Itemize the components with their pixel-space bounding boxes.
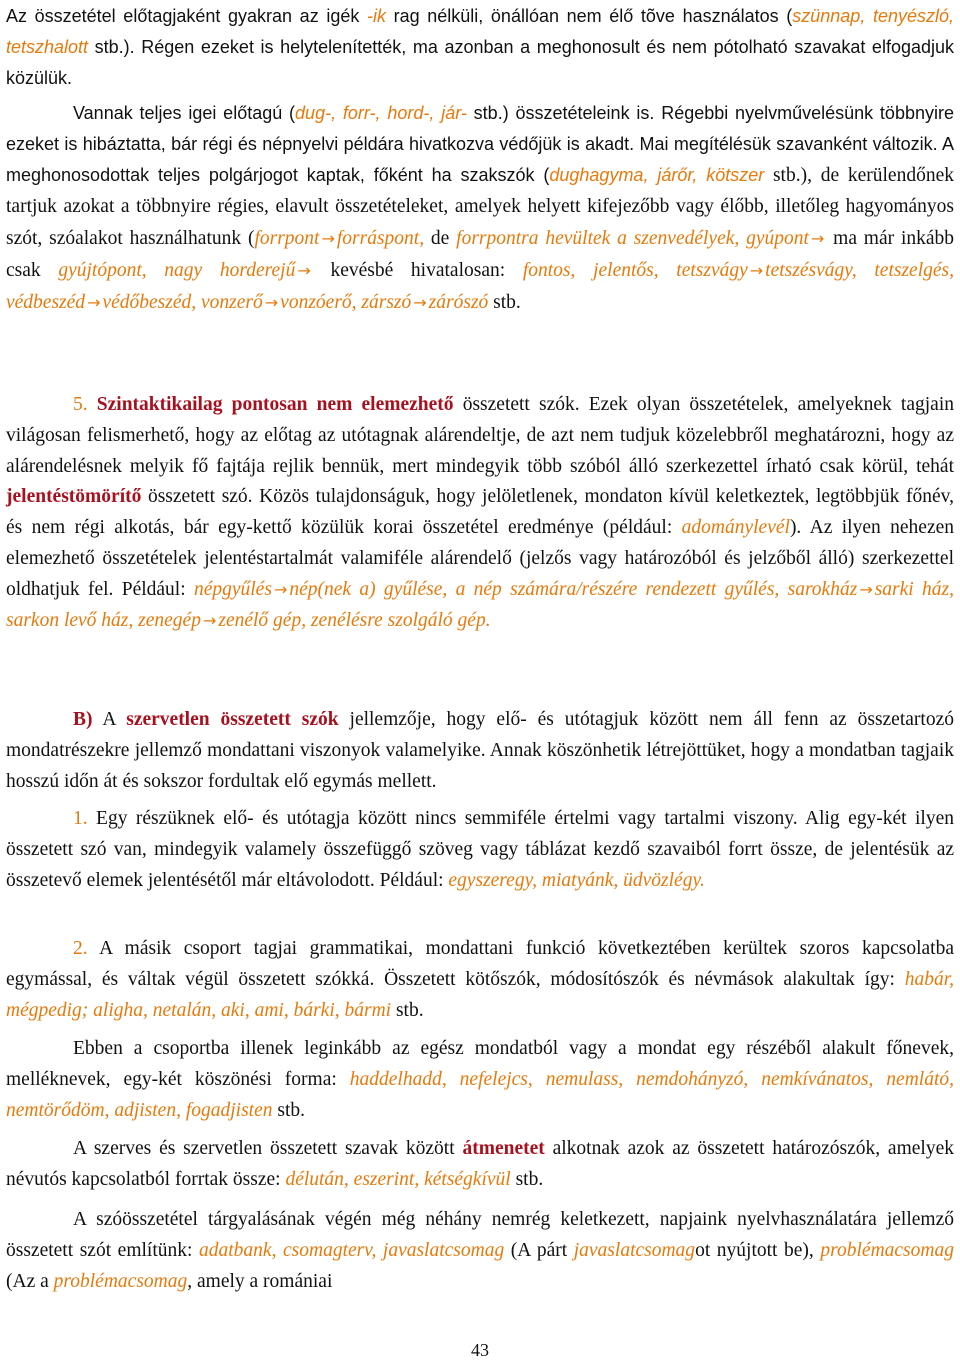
item-number: 2. (73, 938, 88, 959)
arrow-icon: → (273, 579, 288, 599)
arrow-icon: → (87, 292, 101, 312)
paragraph-new-compounds: A szóösszetétel tárgyalásának végén még néhány nemrég keletkezett, napjaink nyelvhasználatára jellemző összetett szót említünk: adatbank, csomagterv, javaslatcsomag (A párt javaslatcsomagot nyújtott be), problémacsomag (Az a problémacsomag, amely a romániai (6, 1209, 954, 1292)
arrow-icon: → (202, 610, 217, 630)
paragraph-ik-stems: Az összetétel előtagjaként gyakran az igék -ik rag nélküli, önállóan nem élő tõve használatos (szünnap, tenyészló, tetszhalott stb.). Régen ezeket is helytelenítették, ma azonban a meghonosult és nem pótolható szavakat elfogadjuk közülük. (6, 6, 954, 88)
arrow-icon: → (749, 260, 764, 280)
page-number: 43 (471, 1340, 489, 1360)
arrow-icon: → (810, 229, 825, 249)
section-letter: B) (73, 709, 93, 730)
arrow-icon: → (297, 260, 311, 280)
paragraph-section-b: B) A szervetlen összetett szók jellemzője, hogy elő- és utótagjuk között nem áll fenn az összetartozó mondatrészekre jellemző mondattani viszonyok valamelyike. Annak köszönhetik létrejöttüket, hogy a mondatban tagjaik hosszú időn át és sokszor fordultak elő egymás mellett. (6, 709, 954, 792)
arrow-icon: → (413, 292, 427, 312)
paragraph-section-5: 5. Szintaktikailag pontosan nem elemezhető összetett szók. Ezek olyan összetételek, amelyeknek tagjain világosan felismerhető, hogy az előtag az utótagnak alárendeltje, de azt nem tudjuk közelebbről meghatározni, hogy az alárendelésnek melyik fő fajtája rejlik bennük, mert mindegyik több szóból álló szerkezettel írható csak körül, tehát jelentéstömörítő összetett szó. Közös tulajdonságuk, hogy jelöletlenek, mondaton kívül keletkeztek, legtöbbjük főnév, és nem régi alkotás, bár egy-kettő közülük korai összetétel eredménye (például: adománylevél). Az ilyen nehezen elemezhető összetételek jelentéstartalmát valamiféle alárendelő (jelzős vagy határozóból és jelzőből álló) szerkezettel oldhatjuk fel. Például: népgyűlés → nép(nek a) gyűlése, a nép számára/részére rendezett gyűlés, sarokház → sarki ház, sarkon levő ház, zenegép → zenélő gép, zenélésre szolgáló gép. (6, 394, 955, 631)
section-heading: szervetlen összetett szók (126, 709, 339, 730)
paragraph-transition: A szerves és szervetlen összetett szavak között átmenetet alkotnak azok az összetett határozószók, amelyek névutós kapcsolatból forrtak össze: délután, eszerint, kétségkívül stb. (6, 1138, 954, 1190)
paragraph-verbal-prefixes: Vannak teljes igei előtagú (dug-, forr-, hord-, jár- stb.) összetételeink is. Régebbi nyelvművelésünk többnyire ezeket is hibáztatta, bár régi és népnyelvi példára hivatkozva védőjük is akadt. Mai megítélésük szavanként változik. A meghonosodottak teljes polgárjogot kaptak, főként ha szakszók (dughagyma, járőr, kötszer stb.), de kerülendőnek tartjuk azokat a többnyire régies, elavult összetételeket, amelyek helyett kifejezőbb vagy élőbb, illetőleg hagyományos szót, szóalakot használhatunk (forrpont → forráspont, de forrpontra hevültek a szenvedélyek, gyúpont → ma már inkább csak gyújtópont, nagy horderejű → kevésbé hivatalosan: fontos, jelentős, tetszvágy → tetszésvágy, tetszelgés, védbeszéd → védőbeszéd, vonzerő → vonzóerő, zárszó → zárószó stb. (6, 103, 955, 313)
paragraph-item-1: 1. Egy részüknek elő- és utótagja között nincs semmiféle értelmi vagy tartalmi viszony. Alig egy-két ilyen összetett szó van, mindegyik valamely összefüggő szöveg vagy táblázat kezdő szavaiból forrt össze, de jelentésük az összetevő elemek jelentésétől már eltávolodott. Például: egyszeregy, miatyánk, üdvözlégy. (6, 808, 954, 891)
arrow-icon: → (859, 579, 873, 599)
paragraph-nouns-from-sentences: Ebben a csoportba illenek leginkább az egész mondatból vagy a mondat egy részéből alakult főnevek, melléknevek, egy-két köszönési forma: haddelhadd, nefelejcs, nemulass, nemdohányzó, nemkívánatos, nemlátó, nemtörődöm, adjisten, fogadjisten stb. (6, 1038, 954, 1121)
arrow-icon: → (321, 229, 335, 249)
section-heading: Szintaktikailag pontosan nem elemezhető (96, 394, 454, 415)
paragraph-item-2: 2. A másik csoport tagjai grammatikai, mondattani funkció következtében kerültek szoros kapcsolatba egymással, és váltak végül összetett szókká. Összetett kötőszók, módosítószók és névmások alakultak így: habár, mégpedig; aligha, netalán, aki, ami, bárki, bármi stb. (6, 938, 954, 1021)
item-number: 1. (73, 808, 88, 829)
section-number: 5. (73, 394, 88, 415)
arrow-icon: → (264, 292, 279, 312)
